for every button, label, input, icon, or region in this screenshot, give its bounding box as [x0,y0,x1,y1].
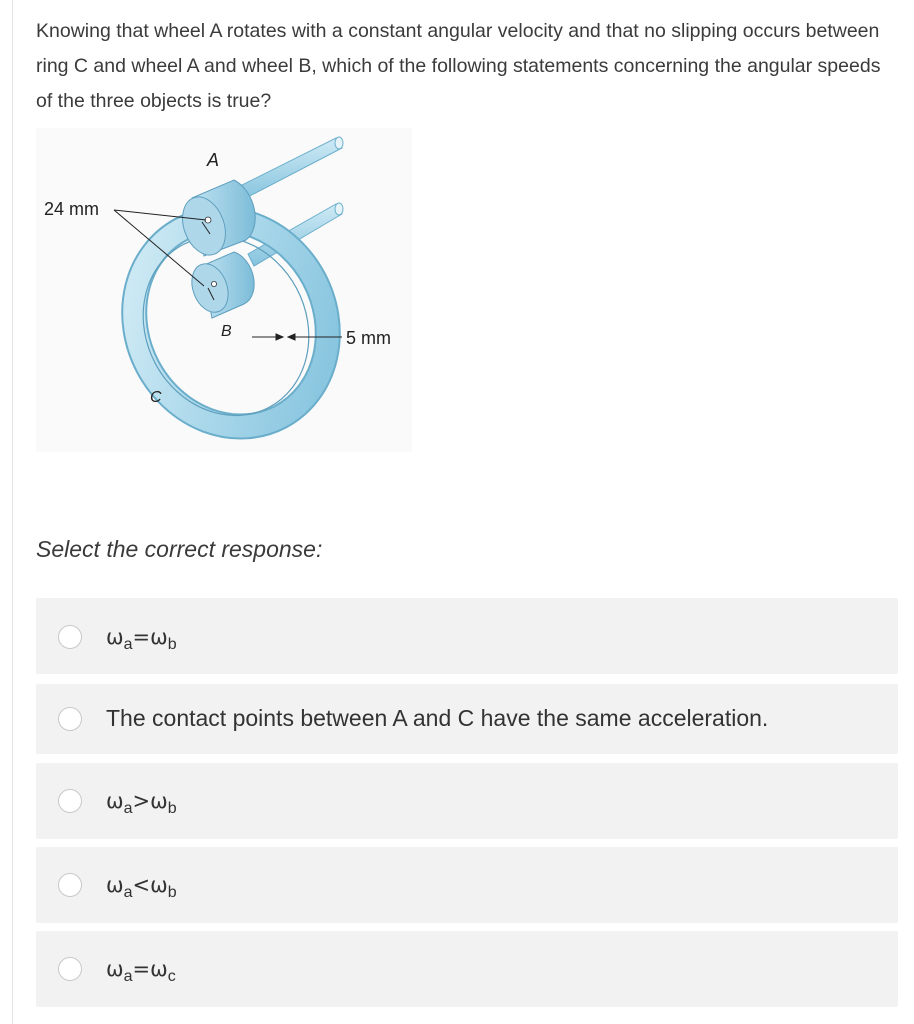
option-1[interactable] [36,598,898,674]
option-4-label: $\omega_a<\omega_b$ [106,873,177,901]
label-c: C [150,389,162,406]
radio-button[interactable] [58,873,82,897]
radio-button[interactable] [58,707,82,731]
option-1-label: $\omega_a=\omega_b$ [106,625,177,653]
option-3-label: $\omega_a>\omega_b$ [106,789,177,817]
dimension-24mm: 24 mm [44,199,100,219]
radio-button[interactable] [58,957,82,981]
dimension-5mm: 5 mm [346,328,391,348]
label-b: B [221,323,232,340]
wheel-a [175,180,255,261]
wheels-ring-diagram [36,128,412,452]
shaft-a [236,137,343,200]
response-prompt: Select the correct response: [36,536,323,562]
option-2[interactable] [36,684,898,754]
option-5-label: $\omega_a=\omega_c$ [106,957,176,985]
radio-button[interactable] [58,789,82,813]
question-text: Knowing that wheel A rotates with a constant angular velocity and that no slipping occurs between ring C and wheel A and wheel B, which of the following statements concerning the angular speeds of the three objects is true? [36,20,881,112]
option-4[interactable] [36,847,898,923]
wheel-b [185,252,254,318]
figure-wheels-ring [36,128,412,452]
option-3[interactable] [36,763,898,839]
content-left-border [12,0,13,1024]
option-2-label: The contact points between A and C have the same acceleration. [106,705,769,731]
radio-button[interactable] [58,625,82,649]
label-a: A [207,150,220,170]
option-5[interactable] [36,931,898,1007]
